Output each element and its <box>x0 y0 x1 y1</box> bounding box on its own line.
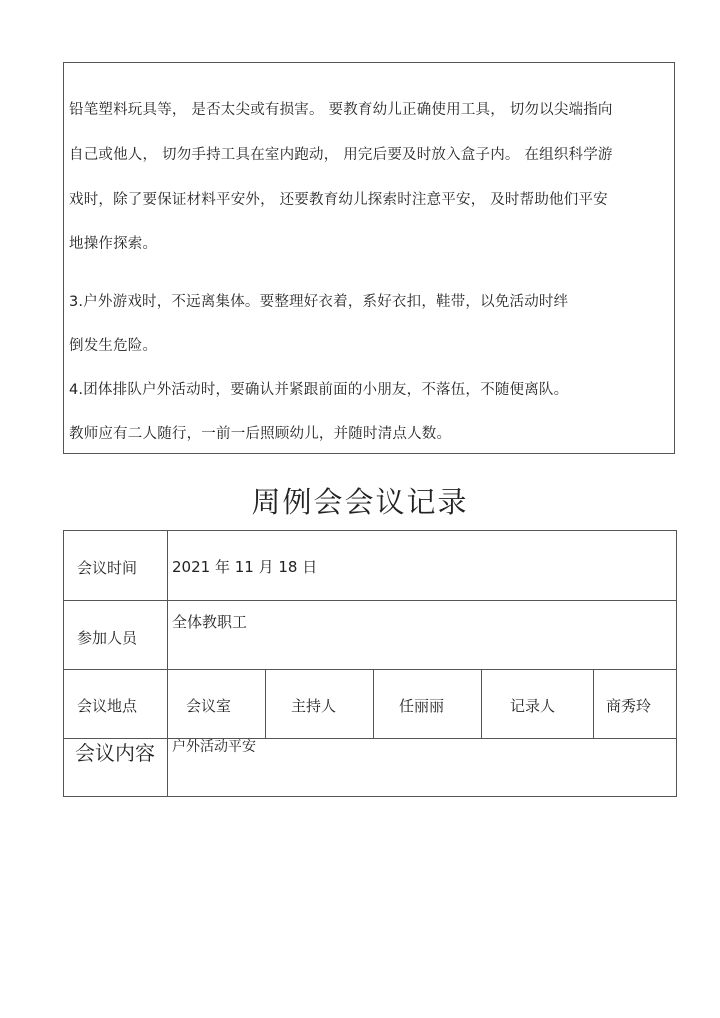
row-divider <box>64 738 676 739</box>
meeting-record-table <box>63 530 677 797</box>
column-divider <box>167 531 168 796</box>
paragraph-line: 戏时，除了要保证材料平安外， 还要教育幼儿探索时注意平安， 及时帮助他们平安 <box>69 192 608 208</box>
column-divider <box>593 669 594 738</box>
row-divider <box>64 669 676 670</box>
attendees-label: 参加人员 <box>77 629 138 647</box>
meeting-time-value: 2021 年 11 月 18 日 <box>172 558 318 576</box>
paragraph-line: 自己或他人， 切勿手持工具在室内跑动， 用完后要及时放入盒子内。 在组织科学游 <box>69 147 613 163</box>
recorder-value: 商秀玲 <box>606 697 652 715</box>
continuation-text-box <box>63 62 675 454</box>
column-divider <box>373 669 374 738</box>
paragraph-line: 教师应有二人随行，一前一后照顾幼儿，并随时清点人数。 <box>69 426 452 442</box>
attendees-value: 全体教职工 <box>172 613 248 631</box>
location-label: 会议地点 <box>77 697 138 715</box>
paragraph-line: 4.团体排队户外活动时，要确认并紧跟前面的小朋友，不落伍，不随便离队。 <box>69 382 569 398</box>
paragraph-line: 3.户外游戏时，不远离集体。要整理好衣着，系好衣扣，鞋带，以免活动时绊 <box>69 294 569 310</box>
column-divider <box>481 669 482 738</box>
location-value: 会议室 <box>186 697 232 715</box>
host-label: 主持人 <box>291 697 337 715</box>
row-divider <box>64 600 676 601</box>
paragraph-line: 倒发生危险。 <box>69 338 158 354</box>
content-label: 会议内容 <box>75 741 155 765</box>
document-title: 周例会会议记录 <box>251 485 469 519</box>
content-value: 户外活动平安 <box>172 739 256 755</box>
column-divider <box>265 669 266 738</box>
paragraph-line: 铅笔塑料玩具等， 是否太尖或有损害。 要教育幼儿正确使用工具， 切勿以尖端指向 <box>69 102 613 118</box>
recorder-label: 记录人 <box>510 697 556 715</box>
host-value: 任丽丽 <box>399 697 445 715</box>
meeting-time-label: 会议时间 <box>77 559 138 577</box>
paragraph-line: 地操作探索。 <box>69 236 158 252</box>
